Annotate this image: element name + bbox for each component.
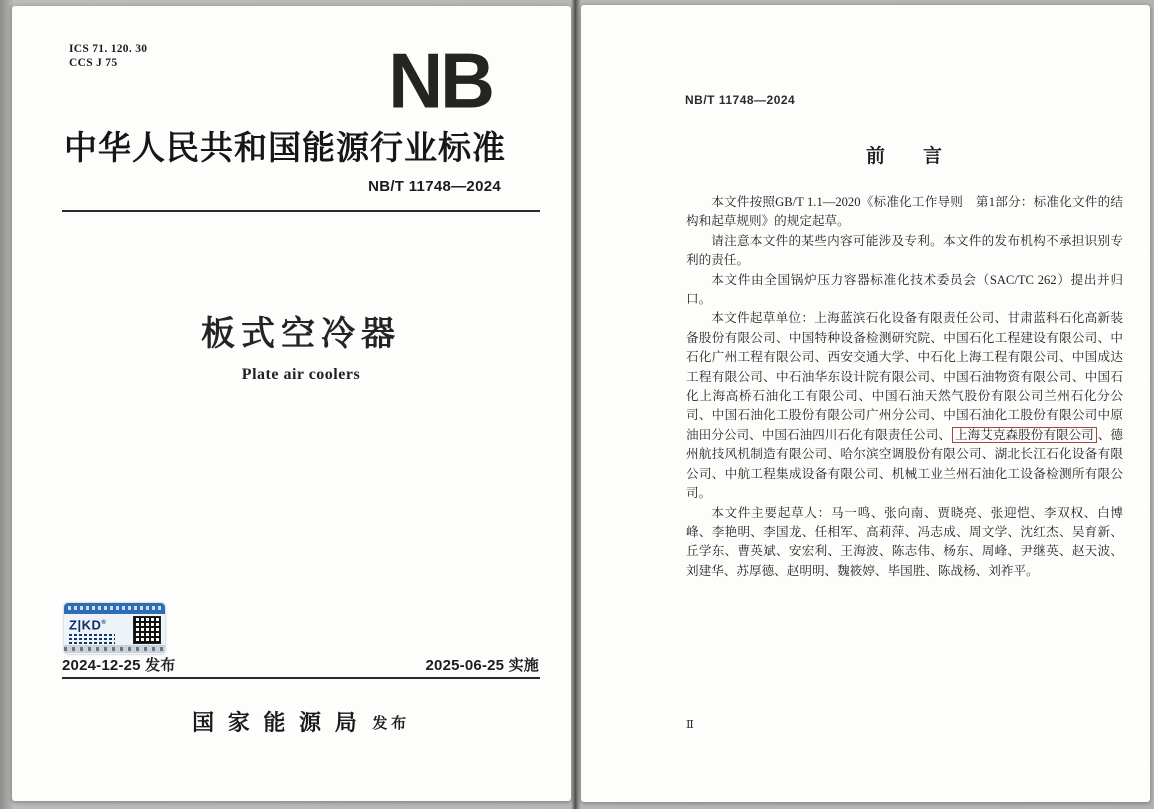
issuer-name: 国家能源局 [192,710,371,735]
page-number: Ⅱ [686,719,694,731]
sticker-blue-band [64,603,165,614]
paragraph-patent-notice: 请注意本文件的某些内容可能涉及专利。本文件的发布机构不承担识别专利的责任。 [686,233,1123,268]
paragraph-committee: 本文件由全国锅炉压力容器标准化技术委员会（SAC/TC 262）提出并归口。 [686,272,1123,307]
paragraph-drafting-rule: 本文件按照GB/T 1.1—2020《标准化工作导则 第1部分：标准化文件的结构和起草规则》的规定起草。 [686,195,1123,229]
cover-page [12,6,571,801]
cover-bottom-rule [62,677,540,679]
cover-top-rule [62,210,540,212]
ccs-code: CCS J 75 [69,57,118,69]
implementation-date: 2025-06-25 实施 [425,657,539,674]
zjkd-logo: Z|KD® [69,617,107,633]
issuer-line [62,706,540,737]
document-title-english: Plate air coolers [241,366,361,383]
qr-code [133,616,161,644]
micro-text-line [69,634,115,637]
page-gutter [571,0,581,809]
ics-code: ICS 71. 120. 30 [69,43,148,55]
issuer-suffix: 发布 [372,716,410,732]
foreword-page [581,5,1150,802]
sticker-bottom-strip [64,645,165,653]
foreword-title: 前 言 [865,146,942,167]
registered-mark: ® [101,620,107,626]
running-header: NB/T 11748—2024 [685,93,796,107]
paragraph-drafters: 本文件主要起草人：马一鸣、张向南、贾晓亮、张迎恺、李双权、白博峰、李艳明、李国龙、任相军、高莉萍、冯志成、周文学、沈红杰、吴育新、丘学东、曹英斌、安宏利、王海波、陈志伟、杨东、周峰、尹继英、赵天波、刘建华、苏厚德、赵明明、魏筱婷、毕国胜、陈战杨、刘祚平。 [686,505,1123,578]
drafting-units-text: 、德州航技风机制造有限公司、哈尔滨空调股份有限公司、湖北长江石化设备有限公司、中航工程集成设备有限公司、机械工业兰州石油化工设备检测所有限公司。 [686,427,1124,501]
document-title: 板式空冷器 [201,315,401,353]
paragraph-drafting-units [686,309,1123,503]
standard-series-title: 中华人民共和国能源行业标准 [64,131,506,167]
issue-date: 2024-12-25 发布 [62,657,176,674]
micro-text-line [69,638,115,641]
anti-counterfeit-sticker [64,603,165,654]
standard-number: NB/T 11748—2024 [368,178,501,195]
foreword-body [686,193,1123,581]
highlighted-company-box: 上海艾克森股份有限公司 [952,427,1097,443]
classification-codes [69,42,147,70]
drafting-units-text: 本文件起草单位：上海蓝滨石化设备有限责任公司、甘肃蓝科石化高新装备股份有限公司、中国特种设备检测研究院、中国石化工程建设有限公司、中石化广州工程有限公司、西安交通大学、中石化上海工程有限公司、中国成达工程有限公司、中石油华东设计院有限公司、中国石油物资有限公司、中国石化上海高桥石油化工有限公司、中国石油天然气股份有限公司兰州石化分公司、中国石油化工股份有限公司广州分公司、中国石油化工股份有限公司中原油田分公司、中国石油四川石化有限责任公司、 [686,311,1123,442]
nb-logo: NB [388,38,492,125]
micro-text-line [69,642,115,645]
